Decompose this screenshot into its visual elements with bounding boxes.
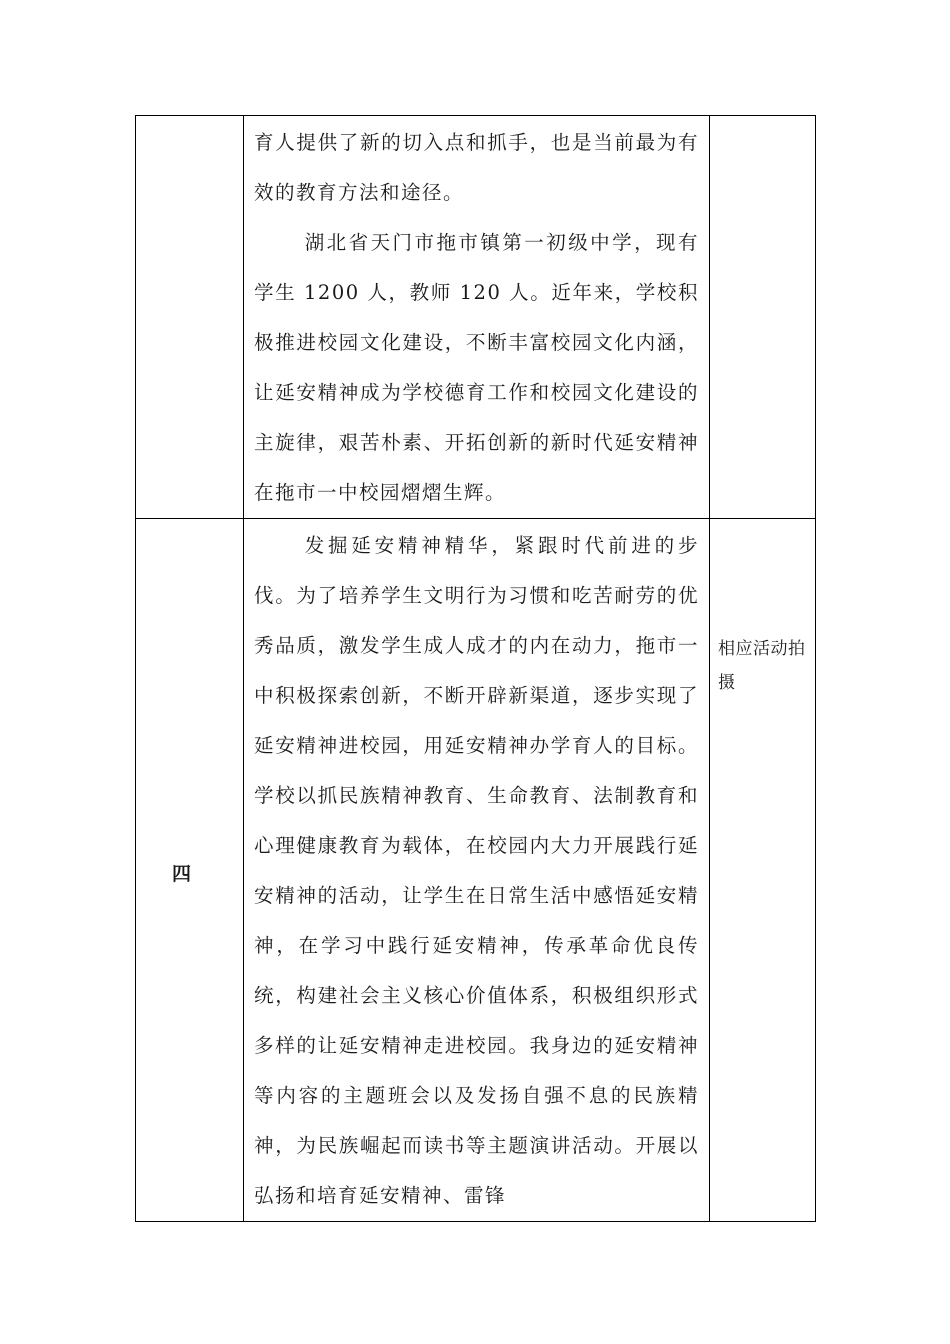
paragraph: 发掘延安精神精华，紧跟时代前进的步伐。为了培养学生文明行为习惯和吃苦耐劳的优秀品质，激发学生成人成才的内在动力，拖市一中积极探索创新，不断开辟新渠道，逐步实现了延安精神进校园，用延安精神办学育人的目标。学校以抓民族精神教育、生命教育、法制教育和心理健康教育为载体，在校园内大力开展践行延安精神的活动，让学生在日常生活中感悟延安精神，在学习中践行延安精神，传承革命优良传统，构建社会主义核心价值体系，积极组织形式多样的让延安精神走进校园。我身边的延安精神等内容的主题班会以及发扬自强不息的民族精神，为民族崛起而读书等主题演讲活动。开展以弘扬和培育延安精神、雷锋 <box>254 534 699 1207</box>
paragraph: 育人提供了新的切入点和抓手，也是当前最为有效的教育方法和途径。 <box>254 131 699 204</box>
row-note: 相应活动拍摄 <box>718 639 806 693</box>
row-number: 四 <box>171 862 191 885</box>
row-number-cell <box>136 519 244 1222</box>
row-note-cell <box>710 519 816 1222</box>
table-row <box>136 519 816 1222</box>
content-table <box>135 115 816 1222</box>
row-content-cell <box>244 519 710 1222</box>
row-content-cell <box>244 116 710 519</box>
table-row <box>136 116 816 519</box>
row-note-cell <box>710 116 816 519</box>
paragraph: 湖北省天门市拖市镇第一初级中学，现有学生 1200 人，教师 120 人。近年来，学校积极推进校园文化建设，不断丰富校园文化内涵，让延安精神成为学校德育工作和校园文化建设的主旋律，艰苦朴素、开拓创新的新时代延安精神在拖市一中校园熠熠生辉。 <box>254 231 699 504</box>
row-number-cell <box>136 116 244 519</box>
